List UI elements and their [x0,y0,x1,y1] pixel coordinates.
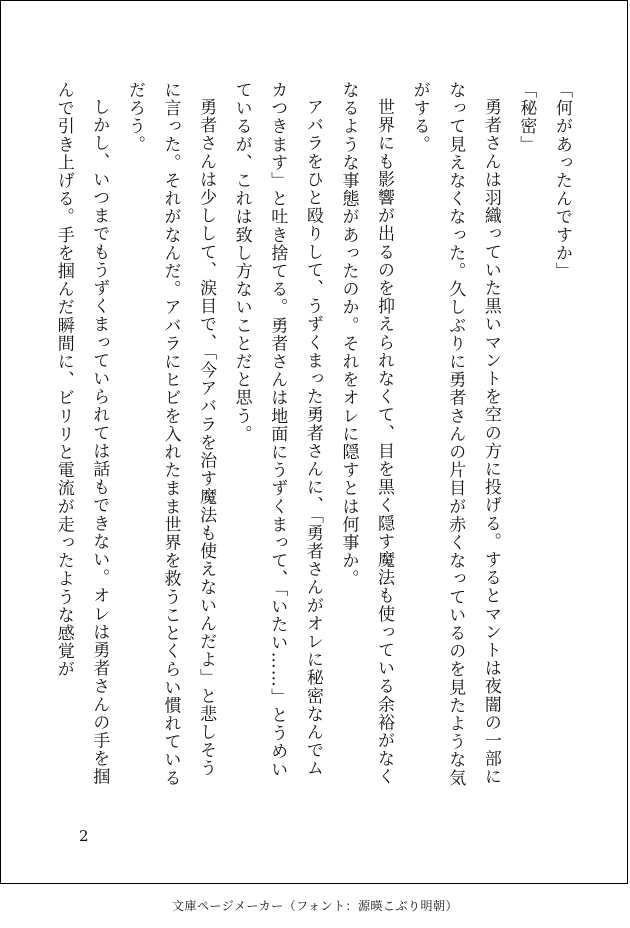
paragraph-narration-4: 勇者さんは少しして、涙目で、「今アバラを治す魔法も使えないんだよ」と悲しそうに言った。それがなんだ。アバラにヒビを入れたまま世界を救うことくらい慣れているだろう。 [124,81,217,787]
paragraph-narration-3: アバラをひと殴りして、うずくまった勇者さんに、「勇者さんがオレに秘密なんでムカつきます」と吐き捨てる。勇者さんは地面にうずくまって、「いたい……」とうめいているが、これは致し方ないことだと思う。 [231,81,323,779]
paragraph-dialogue-2: 「秘密」 [516,81,537,154]
page-number: 2 [79,827,89,845]
footer-credit: 文庫ページメーカー（フォント：源暎こぶり明朝） [171,899,459,913]
vertical-text-body [39,81,579,787]
paragraph-narration-1: 勇者さんは羽織っていた黒いマントを空の方に投げる。するとマントは夜闇の一部になって見えなくなった。久しぶりに勇者さんの片目が赤くなっているのを見たような気がする。 [409,81,501,787]
paragraph-narration-2: 世界にも影響が出るのを抑えられなくて、目を黒く隠す魔法も使っている余裕がなくなるような事態があったのか。それをオレに隠すとは何事か。 [338,81,395,786]
paragraph-narration-5: しかし、いつまでもうずくまっていられては話もできない。オレは勇者さんの手を掴んで引き上げる。手を掴んだ瞬間に、ビリリと電流が走ったような感覚が [53,81,110,786]
paragraph-dialogue-1: 「何があったんですか」 [552,81,572,281]
